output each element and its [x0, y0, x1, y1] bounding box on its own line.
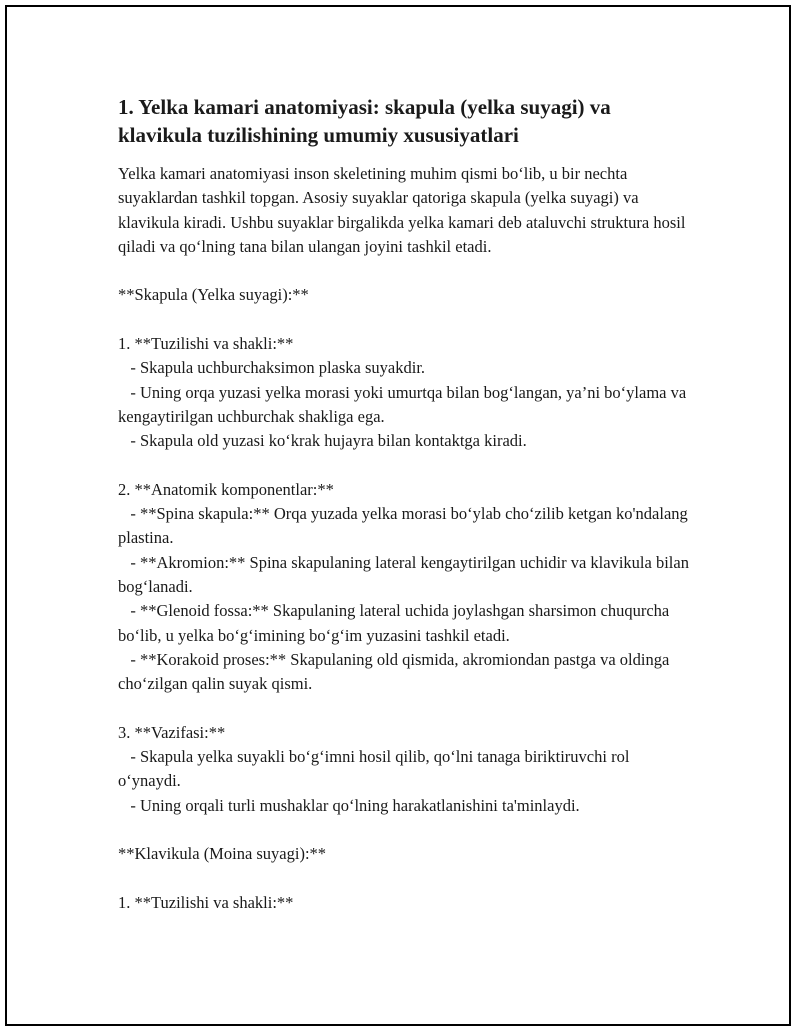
intro-paragraph: Yelka kamari anatomiyasi inson skeletining muhim qismi bo‘lib, u bir nechta suyaklardan tashkil topgan. Asosiy suyaklar qatoriga skapula (yelka suyagi) va klavikula kiradi. Ushbu suyaklar birgalikda yelka kamari deb ataluvchi struktura hosil qiladi va qo‘lning tana bilan ulangan joyini tashkil etadi.: [118, 164, 690, 256]
section-2-item: - **Korakoid proses:** Skapulaning old qismida, akromiondan pastga va oldinga cho‘zilgan qalin suyak qismi.: [118, 649, 674, 694]
section-1-item: - Uning orqa yuzasi yelka morasi yoki umurtqa bilan bog‘langan, ya’ni bo‘ylama va kengaytirilgan uchburchak shakliga ega.: [118, 382, 691, 426]
klavikula-heading: **Klavikula (Moina suyagi):**: [118, 844, 327, 864]
section-1-item: - Skapula uchburchaksimon plaska suyakdir.: [118, 358, 426, 378]
section-2-item: - **Akromion:** Spina skapulaning lateral kengaytirilgan uchidir va klavikula bilan bog‘lanadi.: [118, 552, 694, 597]
klavikula-section-1-heading: 1. **Tuzilishi va shakli:**: [118, 892, 294, 912]
section-1-heading: 1. **Tuzilishi va shakli:**: [118, 334, 294, 354]
section-2-item: - **Spina skapula:** Orqa yuzada yelka morasi bo‘ylab cho‘zilib ketgan ko'ndalang plastina.: [118, 504, 692, 548]
section-2-item: - **Glenoid fossa:** Skapulaning lateral uchida joylashgan sharsimon chuqurcha bo‘lib, u yelka bo‘g‘imining bo‘g‘im yuzasini tashkil etadi.: [118, 601, 674, 645]
section-2-heading: 2. **Anatomik komponentlar:**: [118, 479, 334, 499]
skapula-heading: **Skapula (Yelka suyagi):**: [118, 285, 309, 305]
section-3-item: - Uning orqali turli mushaklar qo‘lning harakatlanishini ta'minlaydi.: [118, 795, 580, 815]
document-title: 1. Yelka kamari anatomiyasi: skapula (yelka suyagi) va klavikula tuzilishining umumiy xususiyatlari: [118, 95, 611, 147]
section-1-item: - Skapula old yuzasi ko‘krak hujayra bilan kontaktga kiradi.: [118, 431, 527, 451]
section-3-heading: 3. **Vazifasi:**: [118, 722, 226, 742]
section-3-item: - Skapula yelka suyakli bo‘g‘imni hosil qilib, qo‘lni tanaga biriktiruvchi rol o‘ynaydi.: [118, 747, 634, 791]
document-body: [118, 93, 694, 915]
